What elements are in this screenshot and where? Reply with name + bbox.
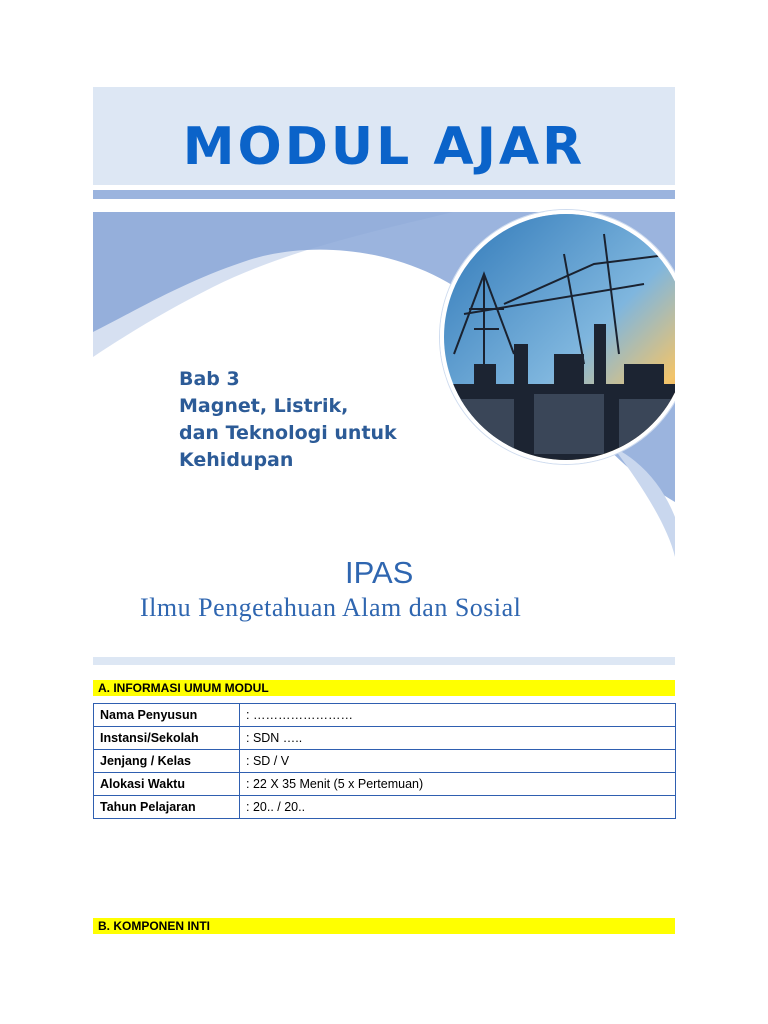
table-row <box>94 773 676 796</box>
power-station-photo <box>440 210 675 464</box>
row-label: Alokasi Waktu <box>94 773 240 796</box>
table-row <box>94 750 676 773</box>
bottom-stripe <box>93 657 675 665</box>
chapter-number: Bab 3 <box>179 368 240 390</box>
row-value: : 20.. / 20.. <box>240 796 676 819</box>
row-value: : …………………… <box>240 704 676 727</box>
chapter-title-line-1: Magnet, Listrik, <box>179 395 349 417</box>
row-value: : SD / V <box>240 750 676 773</box>
row-label: Nama Penyusun <box>94 704 240 727</box>
info-table <box>93 703 676 819</box>
chapter-title-line-2: dan Teknologi untuk <box>179 422 397 444</box>
row-label: Instansi/Sekolah <box>94 727 240 750</box>
row-value: : 22 X 35 Menit (5 x Pertemuan) <box>240 773 676 796</box>
row-value: : SDN ….. <box>240 727 676 750</box>
chapter-info <box>179 366 397 474</box>
table-row <box>94 796 676 819</box>
cover-title: MODUL AJAR <box>182 117 586 177</box>
chapter-title-line-3: Kehidupan <box>179 449 294 471</box>
section-a-heading <box>93 680 675 696</box>
row-label: Jenjang / Kelas <box>94 750 240 773</box>
section-a-heading-text: A. INFORMASI UMUM MODUL <box>98 681 269 695</box>
table-row <box>94 704 676 727</box>
table-row <box>94 727 676 750</box>
section-b-heading <box>93 918 675 934</box>
row-label: Tahun Pelajaran <box>94 796 240 819</box>
subject-full-name: Ilmu Pengetahuan Alam dan Sosial <box>140 593 522 622</box>
section-b-heading-text: B. KOMPONEN INTI <box>98 919 211 933</box>
subject-name: IPAS <box>345 555 414 590</box>
cover-page <box>93 87 675 665</box>
